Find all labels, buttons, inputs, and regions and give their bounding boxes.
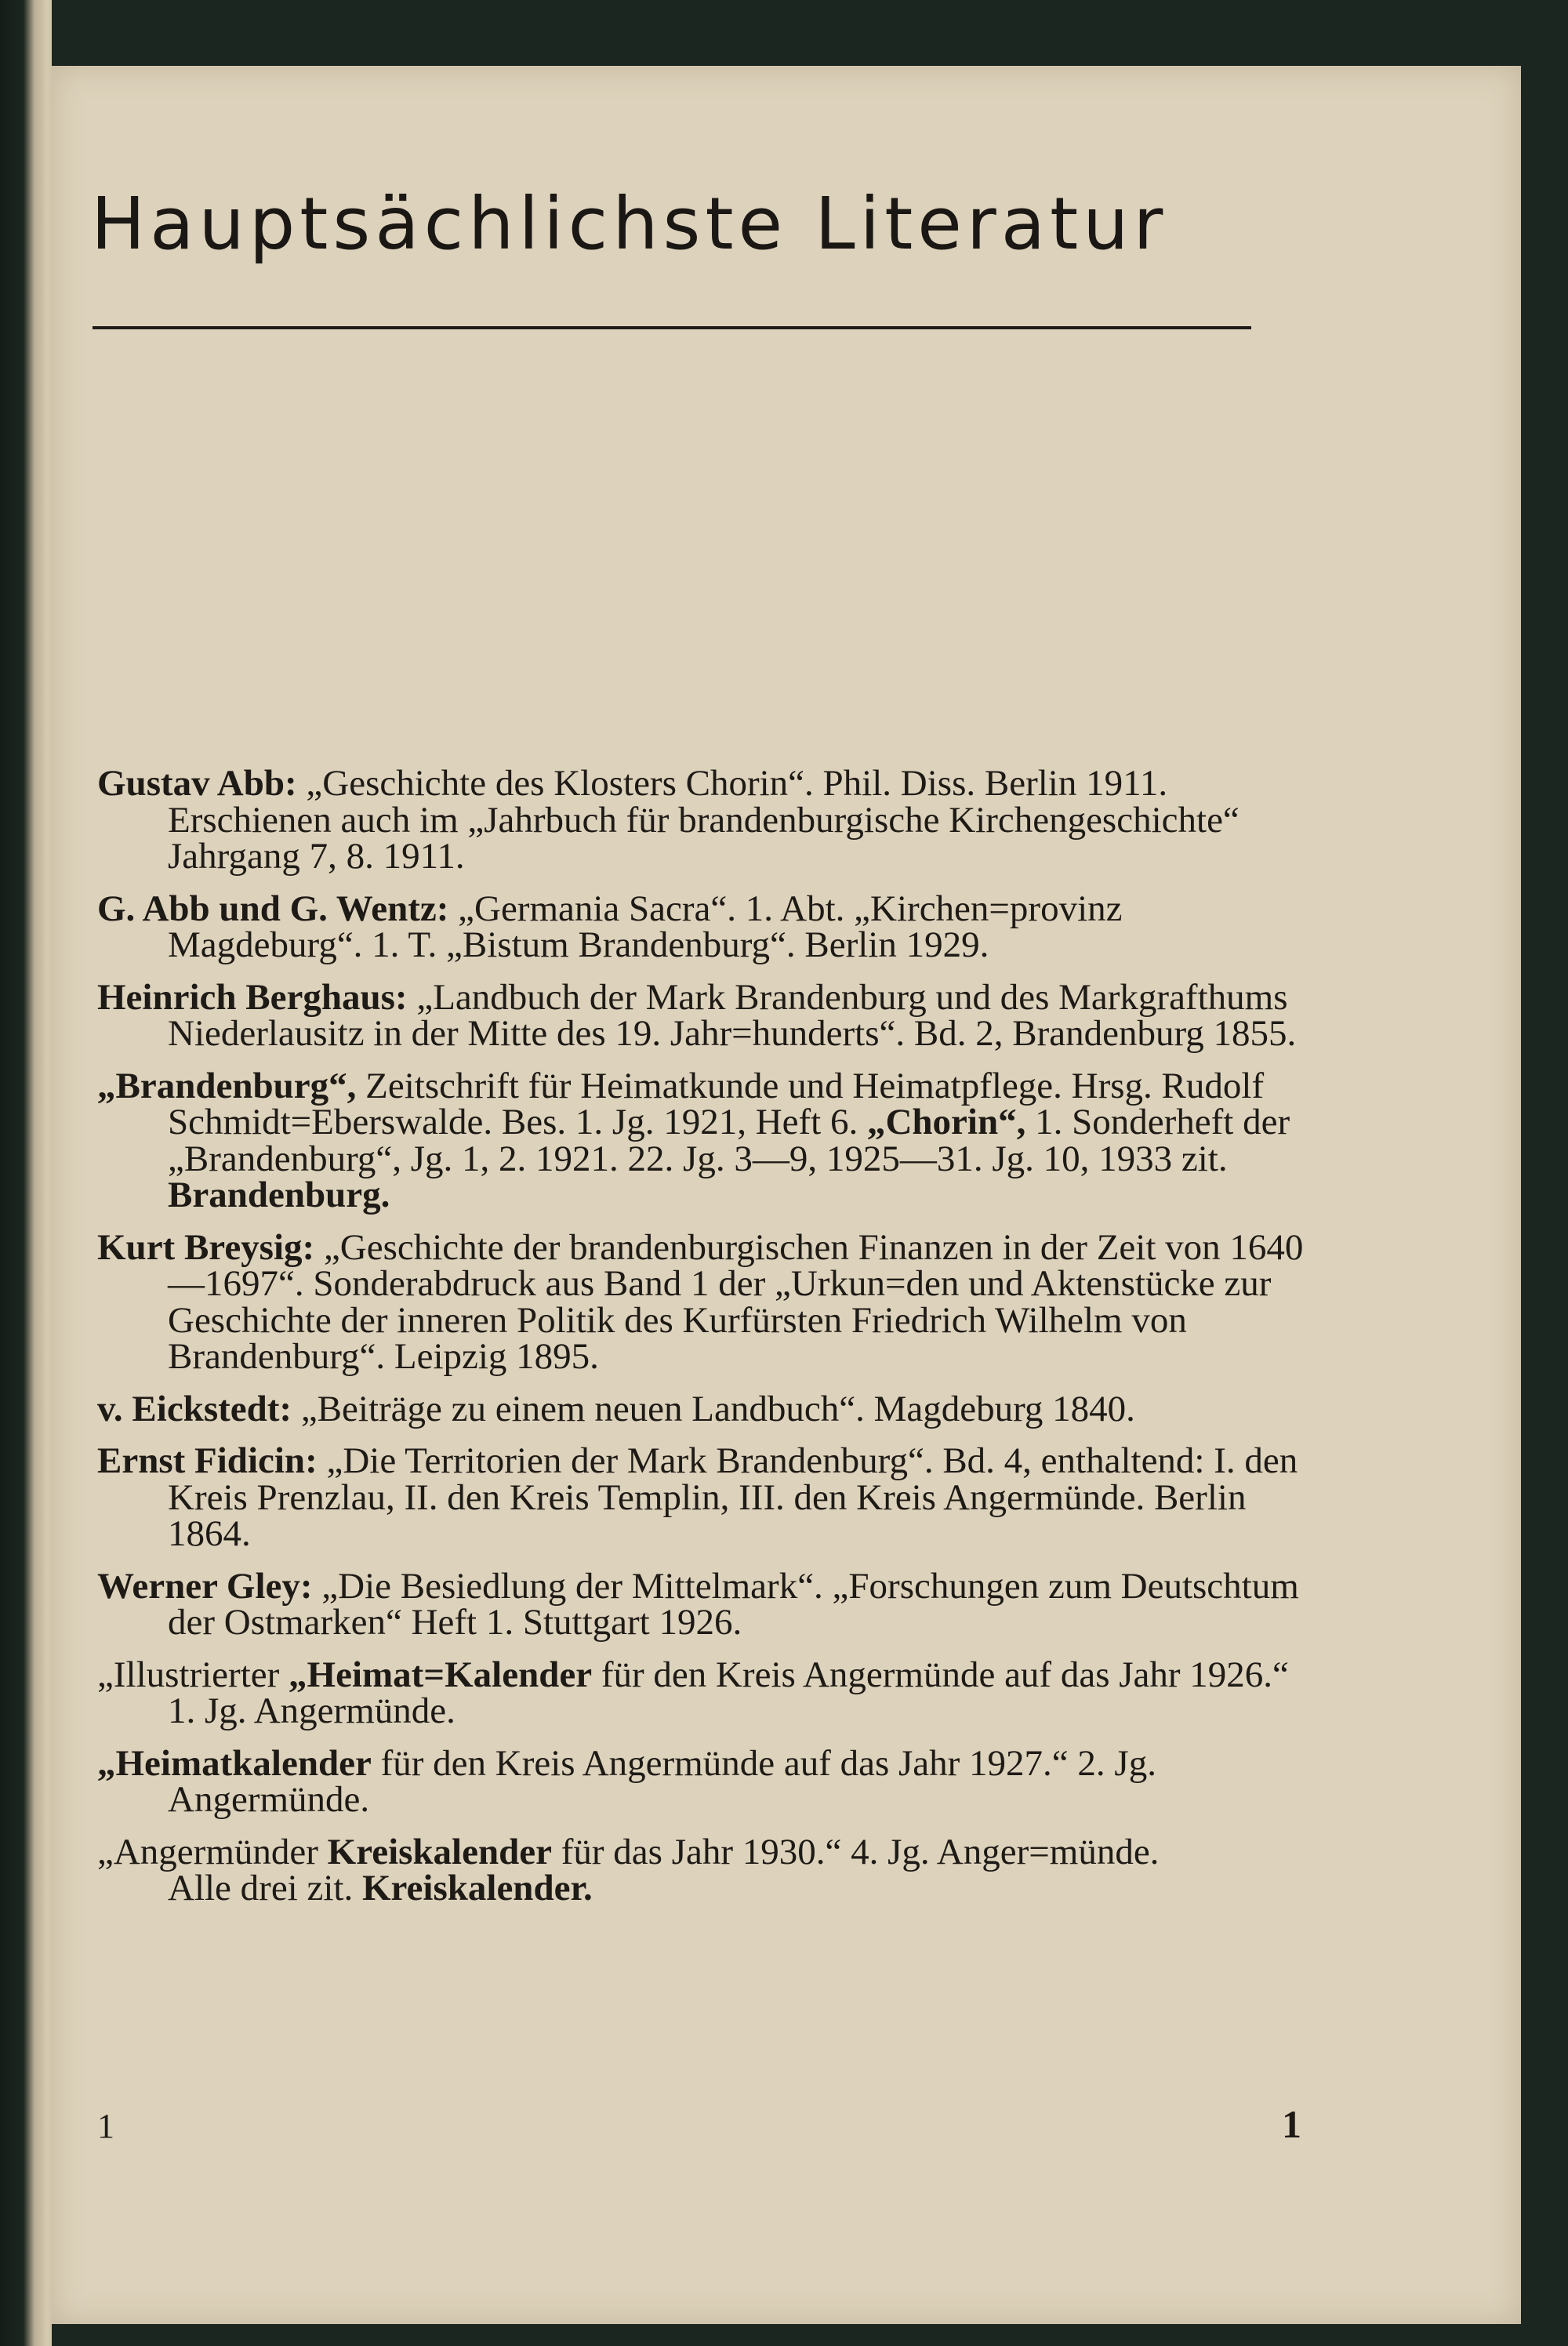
- bib-text: für den Kreis Angermünde auf das Jahr 1926.“ 1. Jg. Angermünde.: [168, 1654, 1289, 1731]
- bib-text: für den Kreis Angermünde auf das Jahr 1927.“ 2. Jg. Angermünde.: [168, 1742, 1156, 1820]
- bib-entry-eickstedt: [97, 1388, 1305, 1429]
- bibliography-list: [97, 765, 1305, 1907]
- bib-author: „Heimat=Kalender: [289, 1654, 593, 1695]
- bib-entry-brandenburg: [97, 1065, 1305, 1215]
- bib-author: Ernst Fidicin:: [97, 1440, 318, 1481]
- page-title: Hauptsächlichste Literatur: [91, 182, 1168, 266]
- bib-text: 1. Sonderheft der „Brandenburg“, Jg. 1, 2. 1921. 22. Jg. 3—9, 1925—31. Jg. 10, 1933 zit.: [168, 1102, 1290, 1179]
- bib-bold-chorin: „Chorin“,: [866, 1102, 1026, 1142]
- bib-entry-fidicin: [97, 1440, 1305, 1554]
- bib-entry-abb: [97, 765, 1305, 875]
- bib-entry-abb-wentz: [97, 888, 1305, 965]
- bib-text: für das Jahr 1930.“ 4. Jg. Anger=münde.: [551, 1831, 1160, 1872]
- bib-text: „Die Territorien der Mark Brandenburg“. Bd. 4, enthaltend: I. den Kreis Prenzlau, II. den Kreis Templin, III. den Kreis Angermünde. Berlin 1864.: [168, 1440, 1298, 1554]
- bib-text: „Beiträge zu einem neuen Landbuch“. Magdeburg 1840.: [292, 1388, 1135, 1429]
- bib-entry-gley: [97, 1565, 1305, 1643]
- bib-text: „Geschichte der brandenburgischen Finanzen in der Zeit von 1640—1697“. Sonderabdruck aus Band 1 der „Urkun=den und Aktenstücke zur Geschichte der inneren Politik des Kurfürsten Friedrich Wilhelm von Brandenburg“. Leipzig 1895.: [168, 1226, 1304, 1377]
- bib-author: „Heimatkalender: [97, 1742, 372, 1784]
- bib-prefix: „Angermünder: [97, 1831, 328, 1872]
- bib-entry-berghaus: [97, 976, 1305, 1054]
- bib-author: Kreiskalender: [327, 1831, 552, 1872]
- title-rule: [93, 326, 1251, 329]
- bib-entry-breysig: [97, 1226, 1305, 1377]
- bib-author: G. Abb und G. Wentz:: [97, 888, 449, 929]
- bib-entry-kreiskalender-1930: [97, 1831, 1305, 1872]
- bib-author: Kurt Breysig:: [97, 1226, 315, 1268]
- bib-author: „Brandenburg“,: [97, 1065, 357, 1106]
- bib-author: Heinrich Berghaus:: [97, 976, 408, 1018]
- bib-text: „Geschichte des Klosters Chorin“. Phil. Diss. Berlin 1911. Erschienen auch im „Jahrbuch für brandenburgische Kirchengeschichte“ Jahrgang 7, 8. 1911.: [168, 763, 1240, 877]
- bib-entry-heimat-kalender-1926: [97, 1654, 1305, 1731]
- page-number: 1: [1282, 2102, 1301, 2146]
- bib-author: Werner Gley:: [97, 1565, 313, 1607]
- bib-text: Zeitschrift für Heimatkunde und Heimatpflege. Hrsg. Rudolf Schmidt=Eberswalde. Bes. 1. Jg. 1921, Heft 6.: [168, 1065, 1265, 1142]
- bib-entry-heimatkalender-1927: [97, 1742, 1305, 1820]
- bib-text: „Landbuch der Mark Brandenburg und des Markgrafthums Niederlausitz in der Mitte des 19. Jahr=hunderts“. Bd. 2, Brandenburg 1855.: [168, 976, 1297, 1054]
- bib-bold-abbrev: Brandenburg.: [168, 1175, 390, 1215]
- bib-author: v. Eickstedt:: [97, 1388, 292, 1429]
- bib-text: „Germania Sacra“. 1. Abt. „Kirchen=provinz Magdeburg“. 1. T. „Bistum Brandenburg“. Berlin 1929.: [168, 888, 1123, 965]
- bib-note: [97, 1870, 1305, 1907]
- note-bold: Kreiskalender.: [361, 1868, 593, 1908]
- bib-author: Gustav Abb:: [97, 763, 297, 804]
- signature-mark: 1: [97, 2107, 114, 2145]
- bib-text: „Die Besiedlung der Mittelmark“. „Forschungen zum Deutschtum der Ostmarken“ Heft 1. Stuttgart 1926.: [168, 1565, 1299, 1643]
- book-spine: [0, 0, 52, 2346]
- note-text: Alle drei zit.: [168, 1868, 362, 1908]
- bib-prefix: „Illustrierter: [97, 1654, 289, 1695]
